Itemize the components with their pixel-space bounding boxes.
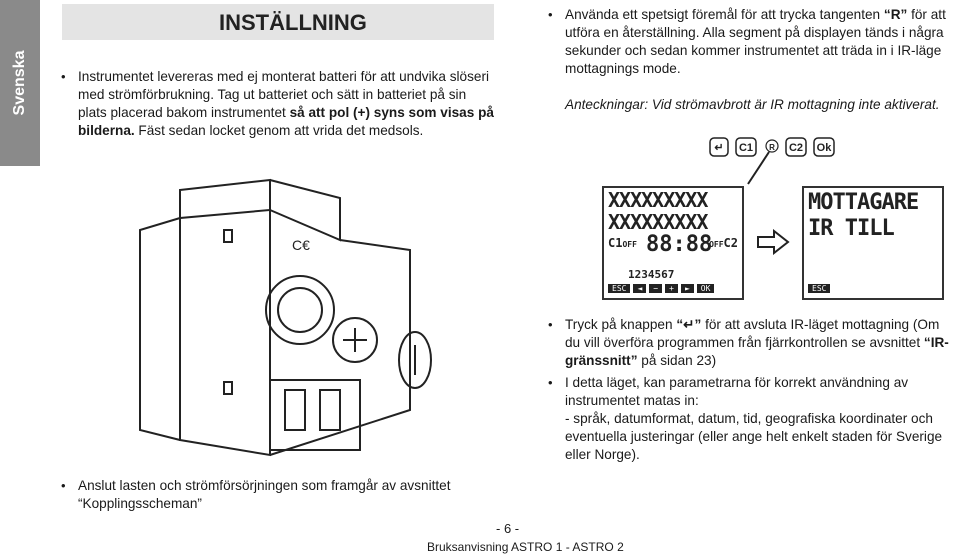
r-button-label: R bbox=[769, 143, 775, 152]
right-arrow-label: ► bbox=[681, 284, 694, 293]
left-bullet-wiring bbox=[61, 477, 478, 513]
parameters-sub-item: - språk, datumformat, datum, tid, geografiska koordinater och eventuella justeringar (eller ange helt enkelt staden för Sverige eller Norge). bbox=[565, 411, 943, 462]
ir-interface-link: “IR-gränssnitt” bbox=[565, 335, 949, 368]
reset-text-1: Använda ett spetsigt föremål för att trycka tangenten bbox=[565, 7, 884, 22]
reset-key: “R” bbox=[883, 7, 908, 22]
exit-key: “↵” bbox=[676, 317, 702, 332]
c2-button-label: C2 bbox=[788, 142, 804, 154]
button-row bbox=[700, 126, 850, 186]
time-segments: 88:88 bbox=[646, 232, 713, 257]
days-of-week: 1234567 bbox=[628, 268, 675, 281]
off2-label: OFF bbox=[709, 240, 724, 249]
enter-button-label: ↵ bbox=[714, 142, 724, 154]
exit-text-1: Tryck på knappen bbox=[565, 317, 677, 332]
c1-indicator bbox=[608, 236, 637, 250]
c2-indicator bbox=[709, 236, 738, 250]
language-tab bbox=[0, 0, 40, 166]
battery-text-2: Fäst sedan locket genom att vrida det medsols. bbox=[134, 123, 424, 138]
right-bullet-parameters bbox=[548, 374, 957, 410]
bullet-dot: • bbox=[548, 7, 553, 22]
segment-row-1: XXXXXXXXX bbox=[608, 188, 708, 212]
battery-text-1: Instrumentet levereras med ej monterat batteri för att undvika slöseri med strömförbrukning. Tag ut batteriet och sätt in batteriet på sin plats placerad bakom instrumentet bbox=[78, 69, 490, 120]
exit-text-2: för att avsluta IR-läget mottagning (Om du vill överföra programmen från fjärrkontrollen se avsnittet bbox=[565, 317, 940, 350]
display-bottom-bar bbox=[608, 284, 740, 293]
device-illustration bbox=[120, 170, 540, 470]
esc-label: ESC bbox=[608, 284, 630, 293]
segment-row-2: XXXXXXXXX bbox=[608, 210, 708, 234]
off1-label: OFF bbox=[622, 240, 637, 249]
page-title: INSTÄLLNING bbox=[219, 10, 367, 35]
section-title-bar bbox=[62, 4, 494, 40]
left-arrow-label: ◄ bbox=[633, 284, 646, 293]
display-all-segments bbox=[602, 186, 744, 300]
exit-text-3: på sidan 23) bbox=[637, 353, 717, 368]
parameters-text: I detta läget, kan parametrarna för korrekt användning av instrumentet matas in: bbox=[565, 375, 909, 408]
arrow-right-icon bbox=[756, 229, 790, 255]
ir-row-2: IR TILL bbox=[808, 216, 894, 241]
esc-label: ESC bbox=[808, 284, 830, 293]
c2-label: C2 bbox=[723, 236, 738, 250]
right-bullet-exit-ir bbox=[548, 316, 957, 370]
battery-text-bold: så att pol (+) syns som visas på bilderna. bbox=[78, 105, 494, 138]
ok-label: OK bbox=[697, 284, 715, 293]
manual-title: Bruksanvisning ASTRO 1 - ASTRO 2 bbox=[427, 540, 624, 554]
plus-label: + bbox=[665, 284, 678, 293]
display-ir-mode bbox=[802, 186, 944, 300]
bullet-dot: • bbox=[548, 317, 553, 332]
right-bullet-reset bbox=[548, 6, 950, 78]
c1-button-label: C1 bbox=[738, 142, 754, 154]
minus-label: − bbox=[649, 284, 662, 293]
bullet-dot: • bbox=[61, 478, 66, 493]
reset-text-2: för att utföra en återställning. Alla segment på displayen tänds i några sekunder och sedan kommer instrumentet att träda in i IR-läge mottagnings mode. bbox=[565, 7, 946, 76]
bullet-dot: • bbox=[61, 69, 66, 84]
ok-button-label: Ok bbox=[816, 142, 832, 154]
ir-row-1: MOTTAGARE bbox=[808, 190, 919, 215]
power-note: Anteckningar: Vid strömavbrott är IR mottagning inte aktiverat. bbox=[565, 97, 940, 112]
svg-text:C€: C€ bbox=[292, 237, 310, 253]
c1-label: C1 bbox=[608, 236, 623, 250]
left-bullet-battery bbox=[61, 68, 496, 140]
page-number: - 6 - bbox=[496, 521, 520, 536]
bullet-dot: • bbox=[548, 375, 553, 390]
wiring-text: Anslut lasten och strömförsörjningen som framgår av avsnittet “Kopplingsscheman” bbox=[78, 478, 451, 511]
language-tab-label: Svenska bbox=[11, 50, 28, 116]
